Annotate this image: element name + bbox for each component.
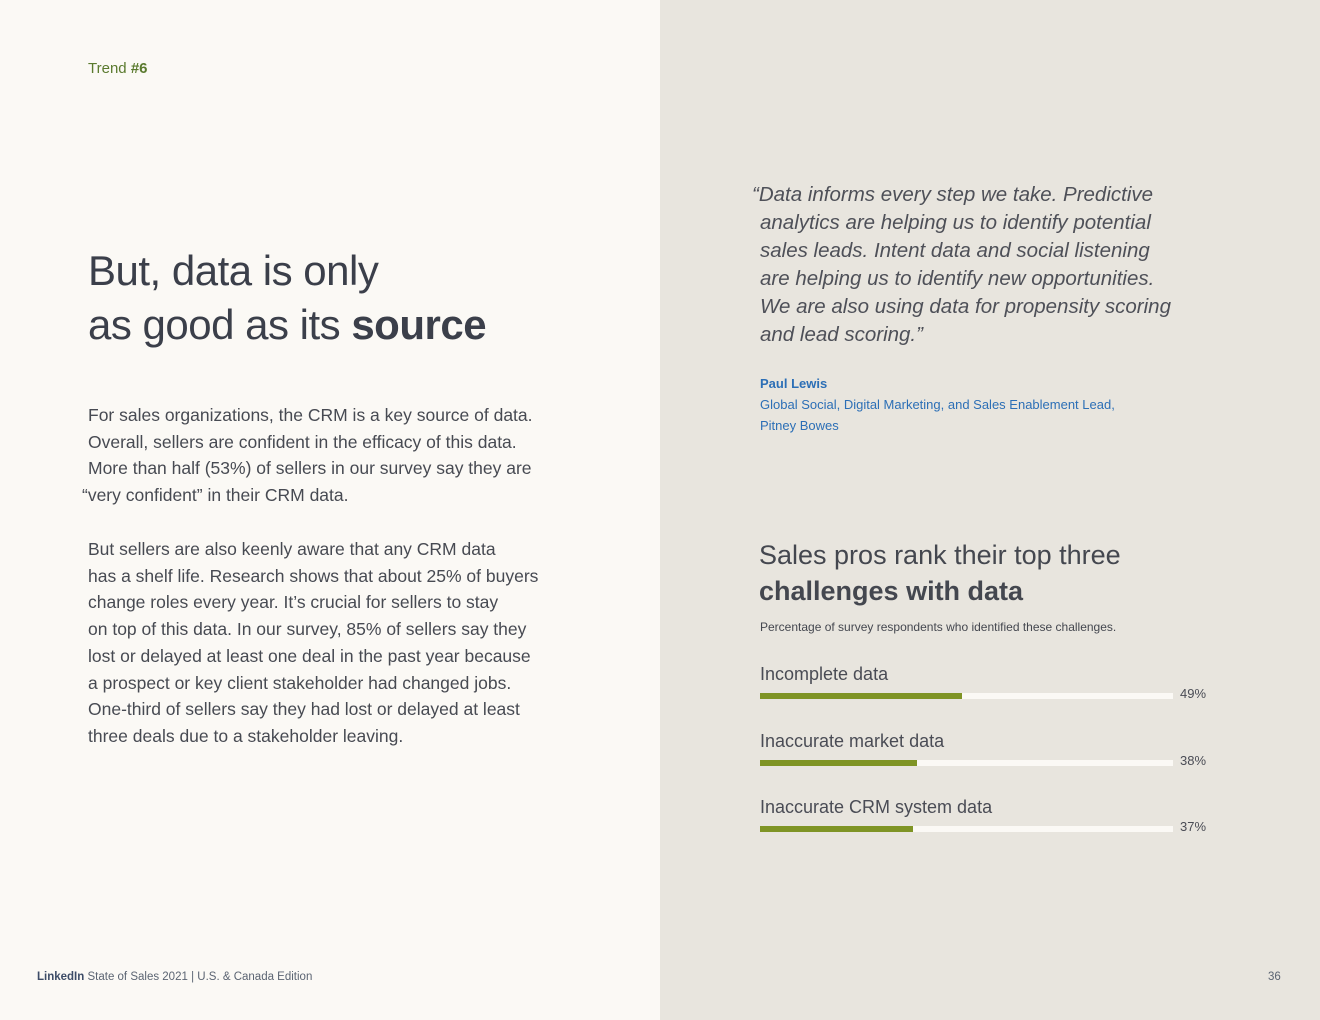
bar-track <box>760 826 1173 832</box>
body-line: has a shelf life. Research shows that about 25% of buyers <box>88 565 539 586</box>
body-line: change roles every year. It’s crucial for sellers to stay <box>88 592 499 613</box>
chart-title-line-1: Sales pros rank their top three <box>759 540 1121 570</box>
body-line: three deals due to a stakeholder leaving. <box>88 725 404 746</box>
bar <box>760 760 917 766</box>
body-paragraph-1 <box>82 402 568 509</box>
headline-line-1: But, data is only <box>88 247 379 294</box>
headline-line-2 <box>88 298 486 352</box>
quote-line: are helping us to identify new opportunities. <box>760 267 1155 290</box>
quote-line: analytics are helping us to identify potential <box>760 211 1151 234</box>
attribution-name: Paul Lewis <box>760 376 828 391</box>
page-number: 36 <box>1268 971 1281 983</box>
bar <box>760 826 913 832</box>
chart-title-line-2: challenges with data <box>759 576 1024 606</box>
footer-edition: U.S. & Canada Edition <box>197 971 313 983</box>
headline-emphasis: source <box>351 301 487 348</box>
bar-value-label: 49% <box>1180 686 1207 701</box>
quote-attribution <box>760 373 1115 436</box>
bar <box>760 693 962 699</box>
footer-separator: | <box>191 971 195 983</box>
right-panel <box>660 0 1320 1020</box>
page-headline <box>88 244 486 352</box>
chart-subtitle: Percentage of survey respondents who identified these challenges. <box>760 620 1117 634</box>
body-line: More than half (53%) of sellers in our survey say they are <box>88 458 532 479</box>
body-line: “very confident” in their CRM data. <box>82 485 349 506</box>
trend-label <box>88 60 148 77</box>
bar-track <box>760 693 1173 699</box>
trend-number: #6 <box>130 60 148 77</box>
body-line: One-third of sellers say they had lost or delayed at least <box>88 699 520 720</box>
bar-value-label: 37% <box>1180 819 1207 834</box>
footer-brand: LinkedIn <box>37 971 85 983</box>
footer-title: State of Sales 2021 <box>87 971 188 983</box>
quote-line: sales leads. Intent data and social listening <box>760 239 1150 262</box>
bar-label: Inaccurate market data <box>760 730 945 751</box>
headline-line-2-text: as good as its <box>88 301 352 348</box>
quote-line: We are also using data for propensity scoring <box>760 295 1171 318</box>
body-line: lost or delayed at least one deal in the past year because <box>88 645 531 666</box>
body-paragraph-2 <box>88 536 568 750</box>
body-line: a prospect or key client stakeholder had changed jobs. <box>88 672 512 693</box>
attribution-role: Global Social, Digital Marketing, and Sales Enablement Lead, <box>760 397 1115 412</box>
bar-value-label: 38% <box>1180 752 1207 768</box>
attribution-company: Pitney Bowes <box>760 418 839 433</box>
quote-line: “Data informs every step we take. Predictive <box>752 183 1154 206</box>
pull-quote <box>752 181 1192 349</box>
body-line: For sales organizations, the CRM is a key source of data. <box>88 405 533 425</box>
bar-label: Inaccurate CRM system data <box>760 797 993 817</box>
trend-prefix: Trend <box>88 60 127 77</box>
body-line: But sellers are also keenly aware that any CRM data <box>88 539 496 559</box>
chart-title <box>759 537 1121 609</box>
body-line: on top of this data. In our survey, 85% of sellers say they <box>88 619 527 640</box>
body-line: Overall, sellers are confident in the efficacy of this data. <box>88 431 517 452</box>
footer <box>37 971 312 983</box>
bar-track <box>760 760 1173 766</box>
bar-label: Incomplete data <box>760 664 889 684</box>
quote-line: and lead scoring.” <box>760 323 923 346</box>
